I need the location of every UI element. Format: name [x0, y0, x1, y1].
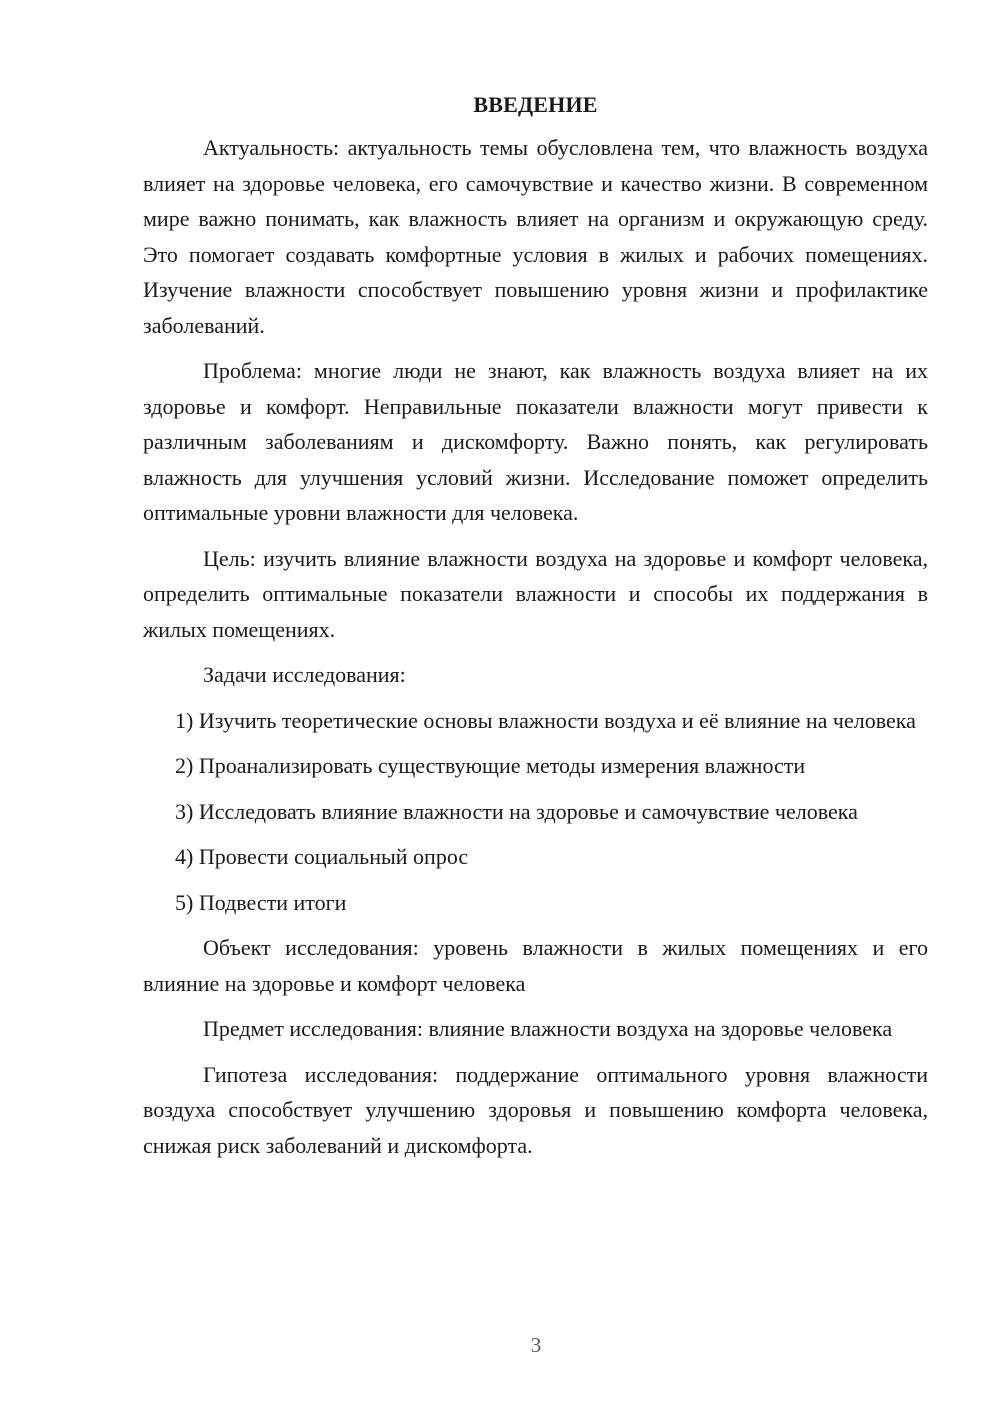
- tasks-heading: Задачи исследования:: [203, 662, 406, 687]
- task-item-5: 5) Подвести итоги: [175, 889, 347, 915]
- section-title: ВВЕДЕНИЕ: [473, 92, 598, 117]
- task-item-4: 4) Провести социальный опрос: [175, 844, 469, 869]
- relevance-paragraph: Актуальность: актуальность темы обусловлена тем, что влажность воздуха влияет на здоровье человека, его самочувствие и качество жизни. В современном мире важно понимать, как влажность влияет на организм и окружающую среду. Это помогает создавать комфортные условия в жилых и рабочих помещениях. Изучение влажности способствует повышению уровня жизни и профилактике заболеваний.: [143, 135, 928, 338]
- subject-paragraph: Предмет исследования: влияние влажности воздуха на здоровье человека: [203, 1016, 893, 1041]
- task-item-2: 2) Проанализировать существующие методы измерения влажности: [175, 753, 806, 778]
- page-number: 3: [530, 1333, 542, 1357]
- hypothesis-paragraph: Гипотеза исследования: поддержание оптимального уровня влажности воздуха способствует улучшению здоровья и повышению комфорта человека, снижая риск заболеваний и дискомфорта.: [143, 1061, 928, 1158]
- goal-paragraph: Цель: изучить влияние влажности воздуха на здоровье и комфорт человека, определить оптимальные показатели влажности и способы их поддержания в жилых помещениях.: [143, 545, 928, 642]
- problem-paragraph: Проблема: многие люди не знают, как влажность воздуха влияет на их здоровье и комфорт. Неправильные показатели влажности могут привести к различным заболеваниям и дискомфорту. Важно понять, как регулировать влажность для улучшения условий жизни. Исследование поможет определить оптимальные уровни влажности для человека.: [143, 358, 928, 525]
- document-page: [143, 90, 928, 1173]
- object-paragraph: Объект исследования: уровень влажности в жилых помещениях и его влияние на здоровье и комфорт человека: [143, 935, 928, 996]
- task-item-1: 1) Изучить теоретические основы влажности воздуха и её влияние на человека: [175, 707, 916, 733]
- task-item-3: 3) Исследовать влияние влажности на здоровье и самочувствие человека: [175, 798, 858, 824]
